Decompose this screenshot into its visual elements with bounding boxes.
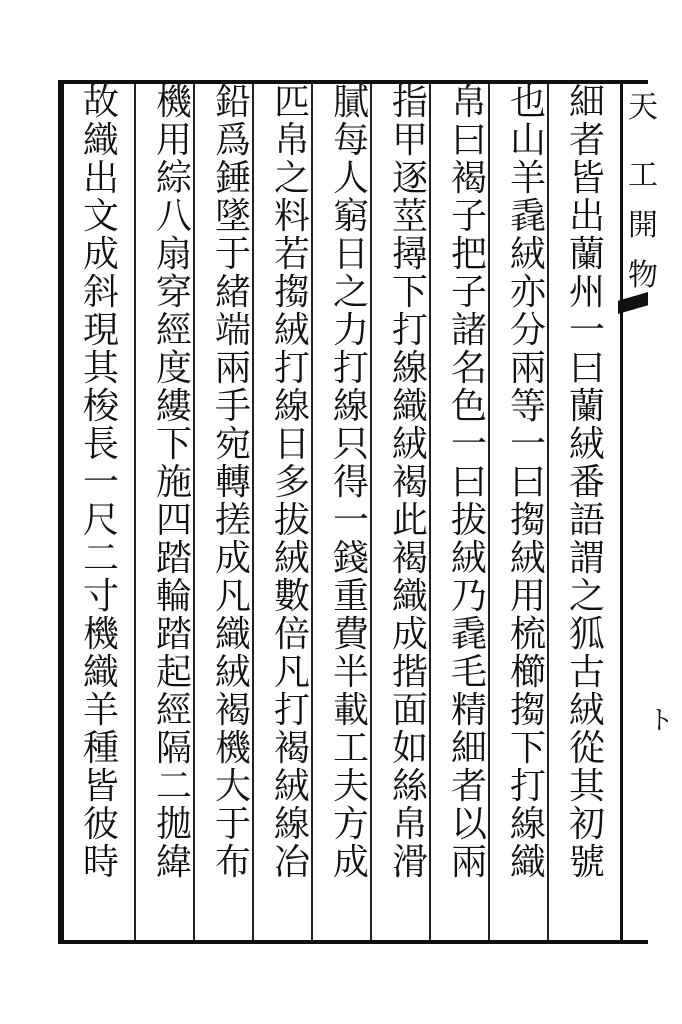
text-column-5: 膩每人窮日之力打線只得一錢重費半載工夫方成 [332, 82, 369, 883]
text-column-6: 匹帛之料若搊絨打線日多拔絨數倍凡打褐絨線冶 [273, 82, 310, 883]
ear-char: 天 [628, 90, 658, 125]
ear-char: 工 [628, 158, 658, 193]
text-column-3: 帛曰褐子把子諸名色一曰拔絨乃毳毛精細者以兩 [450, 82, 487, 883]
text-column-7: 鉛爲錘墜于緒端兩手宛轉搓成凡織絨褐機大于布 [214, 82, 251, 883]
text-column-4: 指甲逐莖撏下打線織絨褐此褐織成揩面如絲帛滑 [391, 82, 428, 883]
page-margin-mark: ト [648, 706, 675, 736]
ear-char: 開 [628, 208, 658, 243]
column-rule [134, 84, 136, 940]
ear-char: 物 [628, 258, 658, 293]
text-column-8: 機用綜八扇穿經度縷下施四踏輪踏起經隔二拋緯 [155, 82, 192, 883]
frame-bottom-border [58, 940, 648, 944]
text-column-9: 故織出文成斜現其梭長一尺二寸機織羊種皆彼時 [82, 82, 119, 883]
margin-ear [614, 0, 664, 330]
frame-left-border [58, 80, 64, 942]
text-column-2: 也山羊毳絨亦分兩等一曰搊絨用梳櫛搊下打線織 [509, 82, 546, 883]
text-column-1: 細者皆出蘭州一曰蘭絨番語謂之狐古絨從其初號 [568, 82, 605, 883]
